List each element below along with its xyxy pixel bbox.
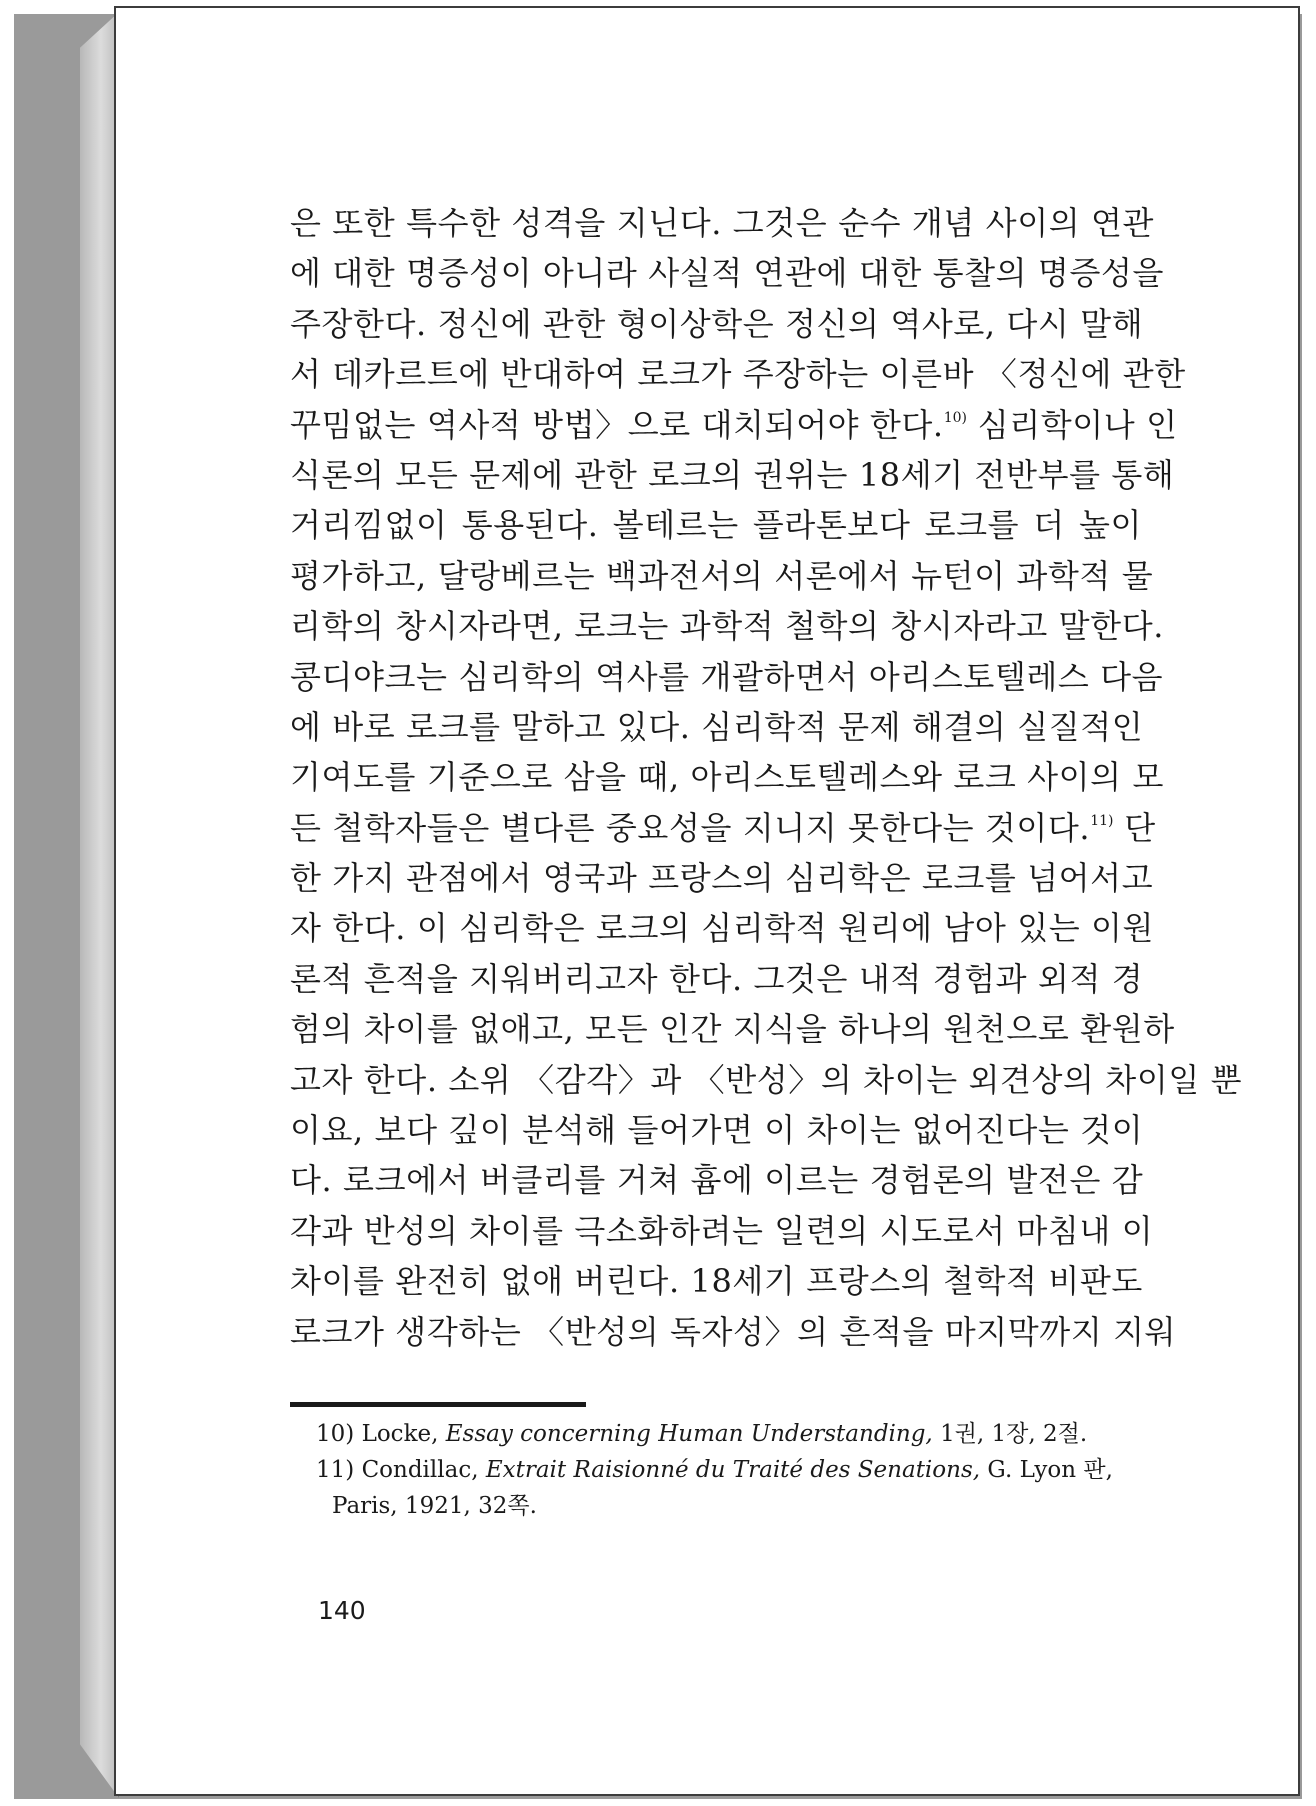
footnote-author: Condillac, (361, 1457, 479, 1483)
body-line: 고자 한다. 소위 〈감각〉과 〈반성〉의 차이는 외견상의 차이일 뿐 (290, 1060, 1243, 1099)
footnote-10 (316, 1416, 1146, 1452)
body-text (290, 198, 1243, 1357)
footnote-11 (316, 1452, 1146, 1524)
footnote-title: Extrait Raisionné du Traité des Senations, (485, 1457, 981, 1483)
body-line: 차이를 완전히 없애 버린다. 18세기 프랑스의 철학적 비판도 (290, 1262, 1143, 1301)
body-line: 로크가 생각하는 〈반성의 독자성〉의 흔적을 마지막까지 지워 (290, 1312, 1177, 1351)
body-line: 험의 차이를 없애고, 모든 인간 지식을 하나의 원천으로 환원하 (290, 1010, 1175, 1049)
body-line: 은 또한 특수한 성격을 지닌다. 그것은 순수 개념 사이의 연관 (290, 204, 1155, 242)
body-line: 평가하고, 달랑베르는 백과전서의 서론에서 뉴턴이 과학적 물 (290, 556, 1154, 595)
body-line: 기여도를 기준으로 삼을 때, 아리스토텔레스와 로크 사이의 모 (290, 758, 1164, 797)
body-line-tail: 심리학이나 인 (977, 405, 1178, 444)
footnote-citation: 1권, 1장, 2절. (940, 1421, 1088, 1447)
body-line: 주장한다. 정신에 관한 형이상학은 정신의 역사로, 다시 말해 (290, 304, 1144, 343)
body-line: 자 한다. 이 심리학은 로크의 심리학적 원리에 남아 있는 이원 (290, 909, 1155, 948)
body-line: 리학의 창시자라면, 로크는 과학적 철학의 창시자라고 말한다. (290, 607, 1164, 646)
footnotes (316, 1416, 1146, 1524)
page-number: 140 (318, 1596, 366, 1625)
body-line-tail: 단 (1124, 808, 1156, 847)
footnote-title: Essay concerning Human Understanding, (445, 1421, 933, 1447)
body-line: 콩디야크는 심리학의 역사를 개괄하면서 아리스토텔레스 다음 (290, 657, 1164, 696)
body-line-with-footnote-ref (290, 400, 1178, 450)
footnote-ref-10[interactable]: 10) (943, 409, 967, 426)
body-line-text: 꾸밈없는 역사적 방법〉으로 대치되어야 한다. (290, 405, 944, 444)
body-line: 에 바로 로크를 말하고 있다. 심리학적 문제 해결의 실질적인 (290, 707, 1144, 746)
footnote-citation: G. Lyon 판, (987, 1457, 1113, 1483)
body-line: 거리낌없이 통용된다. 볼테르는 플라톤보다 로크를 더 높이 (290, 506, 1142, 545)
body-line: 각과 반성의 차이를 극소화하려는 일련의 시도로서 마침내 이 (290, 1211, 1154, 1250)
body-line: 이요, 보다 깊이 분석해 들어가면 이 차이는 없어진다는 것이 (290, 1111, 1144, 1150)
footnote-continuation: Paris, 1921, 32쪽. (332, 1493, 537, 1519)
footnote-ref-11[interactable]: 11) (1090, 812, 1114, 829)
footnote-separator (290, 1402, 586, 1407)
body-line: 한 가지 관점에서 영국과 프랑스의 심리학은 로크를 넘어서고 (290, 859, 1154, 898)
footnote-number: 10) (316, 1421, 355, 1447)
footnote-author: Locke, (361, 1421, 439, 1447)
body-line: 에 대한 명증성이 아니라 사실적 연관에 대한 통찰의 명증성을 (290, 254, 1164, 293)
footnote-number: 11) (316, 1457, 355, 1483)
body-line-text: 든 철학자들은 별다른 중요성을 지니지 못한다는 것이다. (290, 808, 1091, 847)
body-line: 다. 로크에서 버클리를 거쳐 흄에 이르는 경험론의 발전은 감 (290, 1161, 1144, 1200)
body-line-with-footnote-ref (290, 803, 1156, 853)
body-line: 서 데카르트에 반대하여 로크가 주장하는 이른바 〈정신에 관한 (290, 355, 1186, 394)
body-line: 식론의 모든 문제에 관한 로크의 권위는 18세기 전반부를 통해 (290, 455, 1175, 494)
body-line: 론적 흔적을 지워버리고자 한다. 그것은 내적 경험과 외적 경 (290, 959, 1144, 998)
